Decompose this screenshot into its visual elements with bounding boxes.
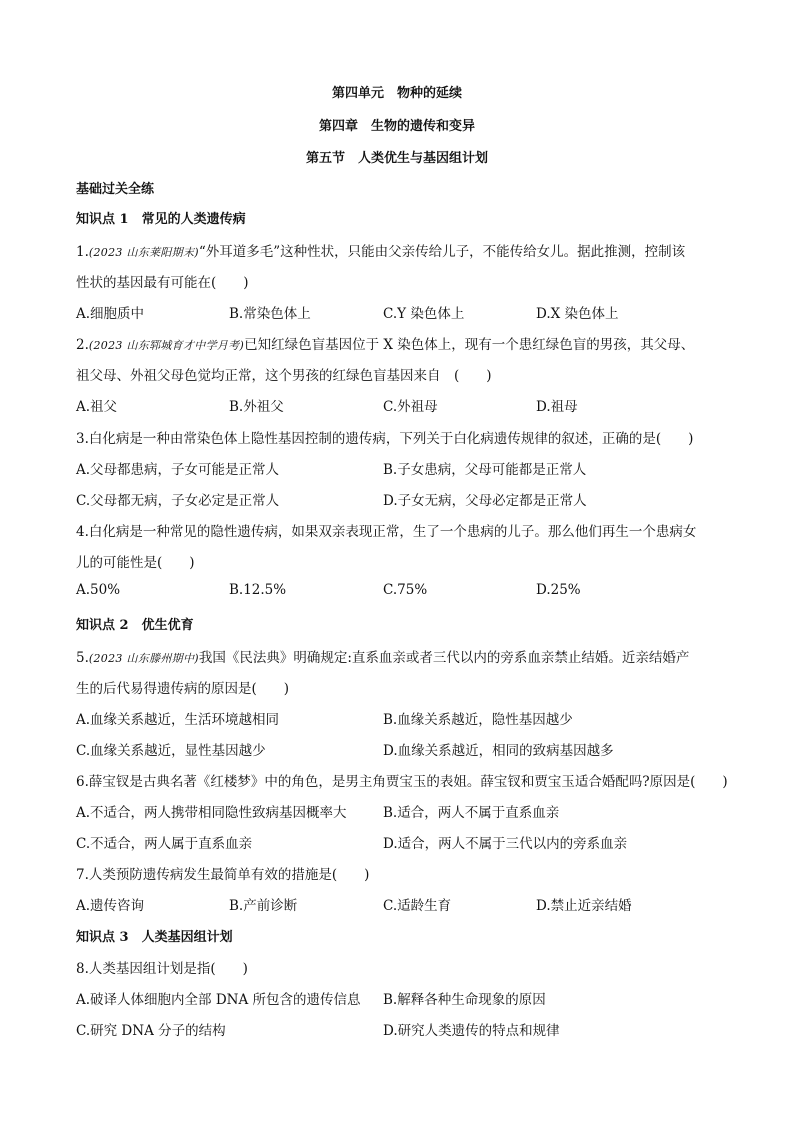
question-7-option-c: C.适龄生育 xyxy=(383,898,452,914)
question-5-option-d: D.血缘关系越近，相同的致病基因越多 xyxy=(383,743,614,759)
question-2-options xyxy=(76,395,726,415)
question-5-line-1: 5.(2023 山东滕州期中)我国《民法典》明确规定:直系血亲或者三代以内的旁系血亲禁止结婚。近亲结婚产 xyxy=(76,650,690,666)
question-8-line-1: 8.人类基因组计划是指( ) xyxy=(76,961,248,977)
question-6-option-c: C.不适合，两人属于直系血亲 xyxy=(76,836,253,852)
question-2-option-d: D.祖母 xyxy=(536,399,578,415)
question-4-line-2: 儿的可能性是( ) xyxy=(76,555,195,571)
question-4-line-1: 4.白化病是一种常见的隐性遗传病，如果双亲表现正常，生了一个患病的儿子。那么他们再生一个患病女 xyxy=(76,524,697,540)
question-5-option-b: B.血缘关系越近，隐性基因越少 xyxy=(383,712,573,728)
practice-title: 基础过关全练 xyxy=(76,182,155,197)
question-5-options-row-1 xyxy=(76,708,726,728)
question-1-option-a: A.细胞质中 xyxy=(76,306,145,322)
question-2-option-b: B.外祖父 xyxy=(229,399,284,415)
question-3-option-c: C.父母都无病，子女必定是正常人 xyxy=(76,493,280,509)
question-7-options xyxy=(76,894,726,914)
question-1-line-2: 性状的基因最有可能在( ) xyxy=(76,275,249,291)
question-1-options xyxy=(76,302,726,322)
question-1-line-1: 1.(2023 山东莱阳期末)“外耳道多毛”这种性状，只能由父亲传给儿子，不能传给女儿。据此推测，控制该 xyxy=(76,244,686,260)
knowledge-point-2: 知识点 2 优生优育 xyxy=(76,618,194,633)
question-8-option-d: D.研究人类遗传的特点和规律 xyxy=(383,1023,560,1039)
question-2-line-2: 祖父母、外祖父母色觉均正常，这个男孩的红绿色盲基因来自 ( ) xyxy=(76,368,492,384)
question-3-options-row-2 xyxy=(76,489,726,509)
question-5-line-2: 生的后代易得遗传病的原因是( ) xyxy=(76,681,290,697)
question-1-option-c: C.Y 染色体上 xyxy=(383,306,465,322)
question-1-option-d: D.X 染色体上 xyxy=(536,306,619,322)
question-6-option-b: B.适合，两人不属于直系血亲 xyxy=(383,805,560,821)
question-3-option-d: D.子女无病，父母必定都是正常人 xyxy=(383,493,587,509)
question-8-option-a: A.破译人体细胞内全部 DNA 所包含的遗传信息 xyxy=(76,992,361,1008)
question-8-options-row-2 xyxy=(76,1019,726,1039)
question-7-option-d: D.禁止近亲结婚 xyxy=(536,898,632,914)
question-6-option-d: D.适合，两人不属于三代以内的旁系血亲 xyxy=(383,836,628,852)
question-8-option-c: C.研究 DNA 分子的结构 xyxy=(76,1023,226,1039)
question-7-line-1: 7.人类预防遗传病发生最简单有效的措施是( ) xyxy=(76,867,370,883)
section-title: 第五节 人类优生与基因组计划 xyxy=(305,151,488,166)
knowledge-point-3: 知识点 3 人类基因组计划 xyxy=(76,930,233,945)
question-6-options-row-1 xyxy=(76,801,726,821)
question-1-option-b: B.常染色体上 xyxy=(229,306,311,322)
question-5-options-row-2 xyxy=(76,739,726,759)
question-7-option-b: B.产前诊断 xyxy=(229,898,298,914)
question-2-option-a: A.祖父 xyxy=(76,399,118,415)
knowledge-point-1: 知识点 1 常见的人类遗传病 xyxy=(76,212,246,227)
question-2-option-c: C.外祖母 xyxy=(383,399,438,415)
question-3-option-b: B.子女患病，父母可能都是正常人 xyxy=(383,462,587,478)
unit-title: 第四单元 物种的延续 xyxy=(331,86,462,101)
question-4-option-d: D.25% xyxy=(536,582,581,598)
question-6-options-row-2 xyxy=(76,832,726,852)
question-4-option-c: C.75% xyxy=(383,582,428,598)
question-4-options xyxy=(76,582,726,602)
question-4-option-b: B.12.5% xyxy=(229,582,287,598)
question-6-option-a: A.不适合，两人携带相同隐性致病基因概率大 xyxy=(76,805,347,821)
question-2-line-1: 2.(2023 山东郓城育才中学月考)已知红绿色盲基因位于 X 染色体上，现有一个患红绿色盲的男孩，其父母、 xyxy=(76,337,695,353)
question-5-option-a: A.血缘关系越近，生活环境越相同 xyxy=(76,712,280,728)
question-3-line-1: 3.白化病是一种由常染色体上隐性基因控制的遗传病，下列关于白化病遗传规律的叙述，正确的是( ) xyxy=(76,431,694,447)
question-3-option-a: A.父母都患病，子女可能是正常人 xyxy=(76,462,280,478)
question-7-option-a: A.遗传咨询 xyxy=(76,898,145,914)
question-3-options-row-1 xyxy=(76,458,726,478)
question-8-option-b: B.解释各种生命现象的原因 xyxy=(383,992,546,1008)
question-5-option-c: C.血缘关系越近，显性基因越少 xyxy=(76,743,266,759)
question-4-option-a: A.50% xyxy=(76,582,121,598)
question-8-options-row-1 xyxy=(76,988,726,1008)
chapter-title: 第四章 生物的遗传和变异 xyxy=(318,119,475,134)
question-6-line-1: 6.薛宝钗是古典名著《红楼梦》中的角色，是男主角贾宝玉的表姐。薛宝钗和贾宝玉适合婚配吗?原因是( ) xyxy=(76,774,728,790)
